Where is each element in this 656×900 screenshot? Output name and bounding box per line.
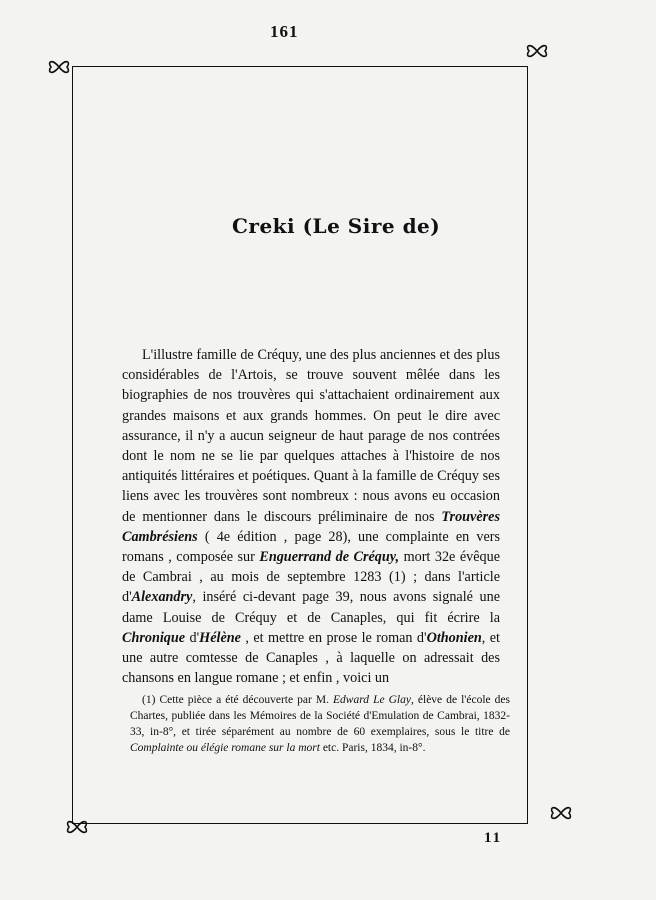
- body-text-intro: L'illustre famille de Créquy, une des plus anciennes et des plus considérables de l'Artois, se trouve souvent mêlée dans les biographies de nos trouvères qui s'attachaient ordinairement aux grandes maisons et aux grands hommes. On peut le dire avec assurance, il n'y a aucun seigneur de haut parage de nos contrées dont le nom ne se lie par quelques attaches à l'histoire de nos antiquités littéraires et poétiques. Quant à la famille de Créquy ses liens avec les trouvères sont nombreux : nous avons eu occasion de mentionner dans le discours préliminaire de nos: [122, 347, 500, 525]
- body-text-part7: , et une autre comtesse de Canaples , à laquelle on adressait des chansons en langue romane ; et enfin , voici un: [122, 629, 500, 687]
- work-title-trouveres: Trouvères Cambrésiens: [122, 508, 500, 545]
- body-text-part2: ( 4e édition , page 28), une complainte en vers romans , composée sur: [122, 528, 500, 566]
- corner-ornament-icon: [524, 40, 550, 62]
- work-title-othonien: Othonien: [426, 629, 482, 646]
- footnote-part1: (1) Cette pièce a été découverte par M.: [142, 694, 334, 706]
- work-title-helene: Hélène: [199, 629, 241, 646]
- corner-ornament-icon: [46, 56, 72, 78]
- body-paragraph: [122, 345, 500, 688]
- body-text-part3: mort 32e évêque de Cambrai , au mois de septembre 1283 (1) ; dans l'article d': [122, 549, 501, 606]
- corner-ornament-icon: [548, 802, 574, 824]
- page-number: 161: [270, 22, 299, 41]
- footnote-author: Edward Le Glay: [333, 694, 411, 706]
- person-enguerrand: Enguerrand de Créquy,: [259, 549, 400, 566]
- body-text-part5: d': [185, 629, 200, 646]
- footnote-work: Complainte ou élégie romane sur la mort: [130, 742, 320, 754]
- work-title-chronique: Chronique: [122, 629, 186, 646]
- footnote: [130, 692, 510, 756]
- page-title: Creki (Le Sire de): [232, 214, 441, 238]
- body-text-part4: , inséré ci-devant page 39, nous avons signalé une dame Louise de Créquy et de Canaples, qui fit écrire la: [122, 589, 500, 626]
- footnote-part3: etc. Paris, 1834, in-8°.: [319, 742, 426, 754]
- footnote-part2: , élève de l'école des Chartes, publiée dans les Mémoires de la Société d'Emulation de Cambrai, 1832-33, in-8°, et tirée séparément au nombre de 60 exemplaires, sous le titre de: [130, 694, 510, 738]
- folio-number: 11: [484, 830, 503, 846]
- body-text-part6: , et mettre en prose le roman d': [240, 629, 427, 646]
- person-alexandry: Alexandry: [131, 589, 193, 606]
